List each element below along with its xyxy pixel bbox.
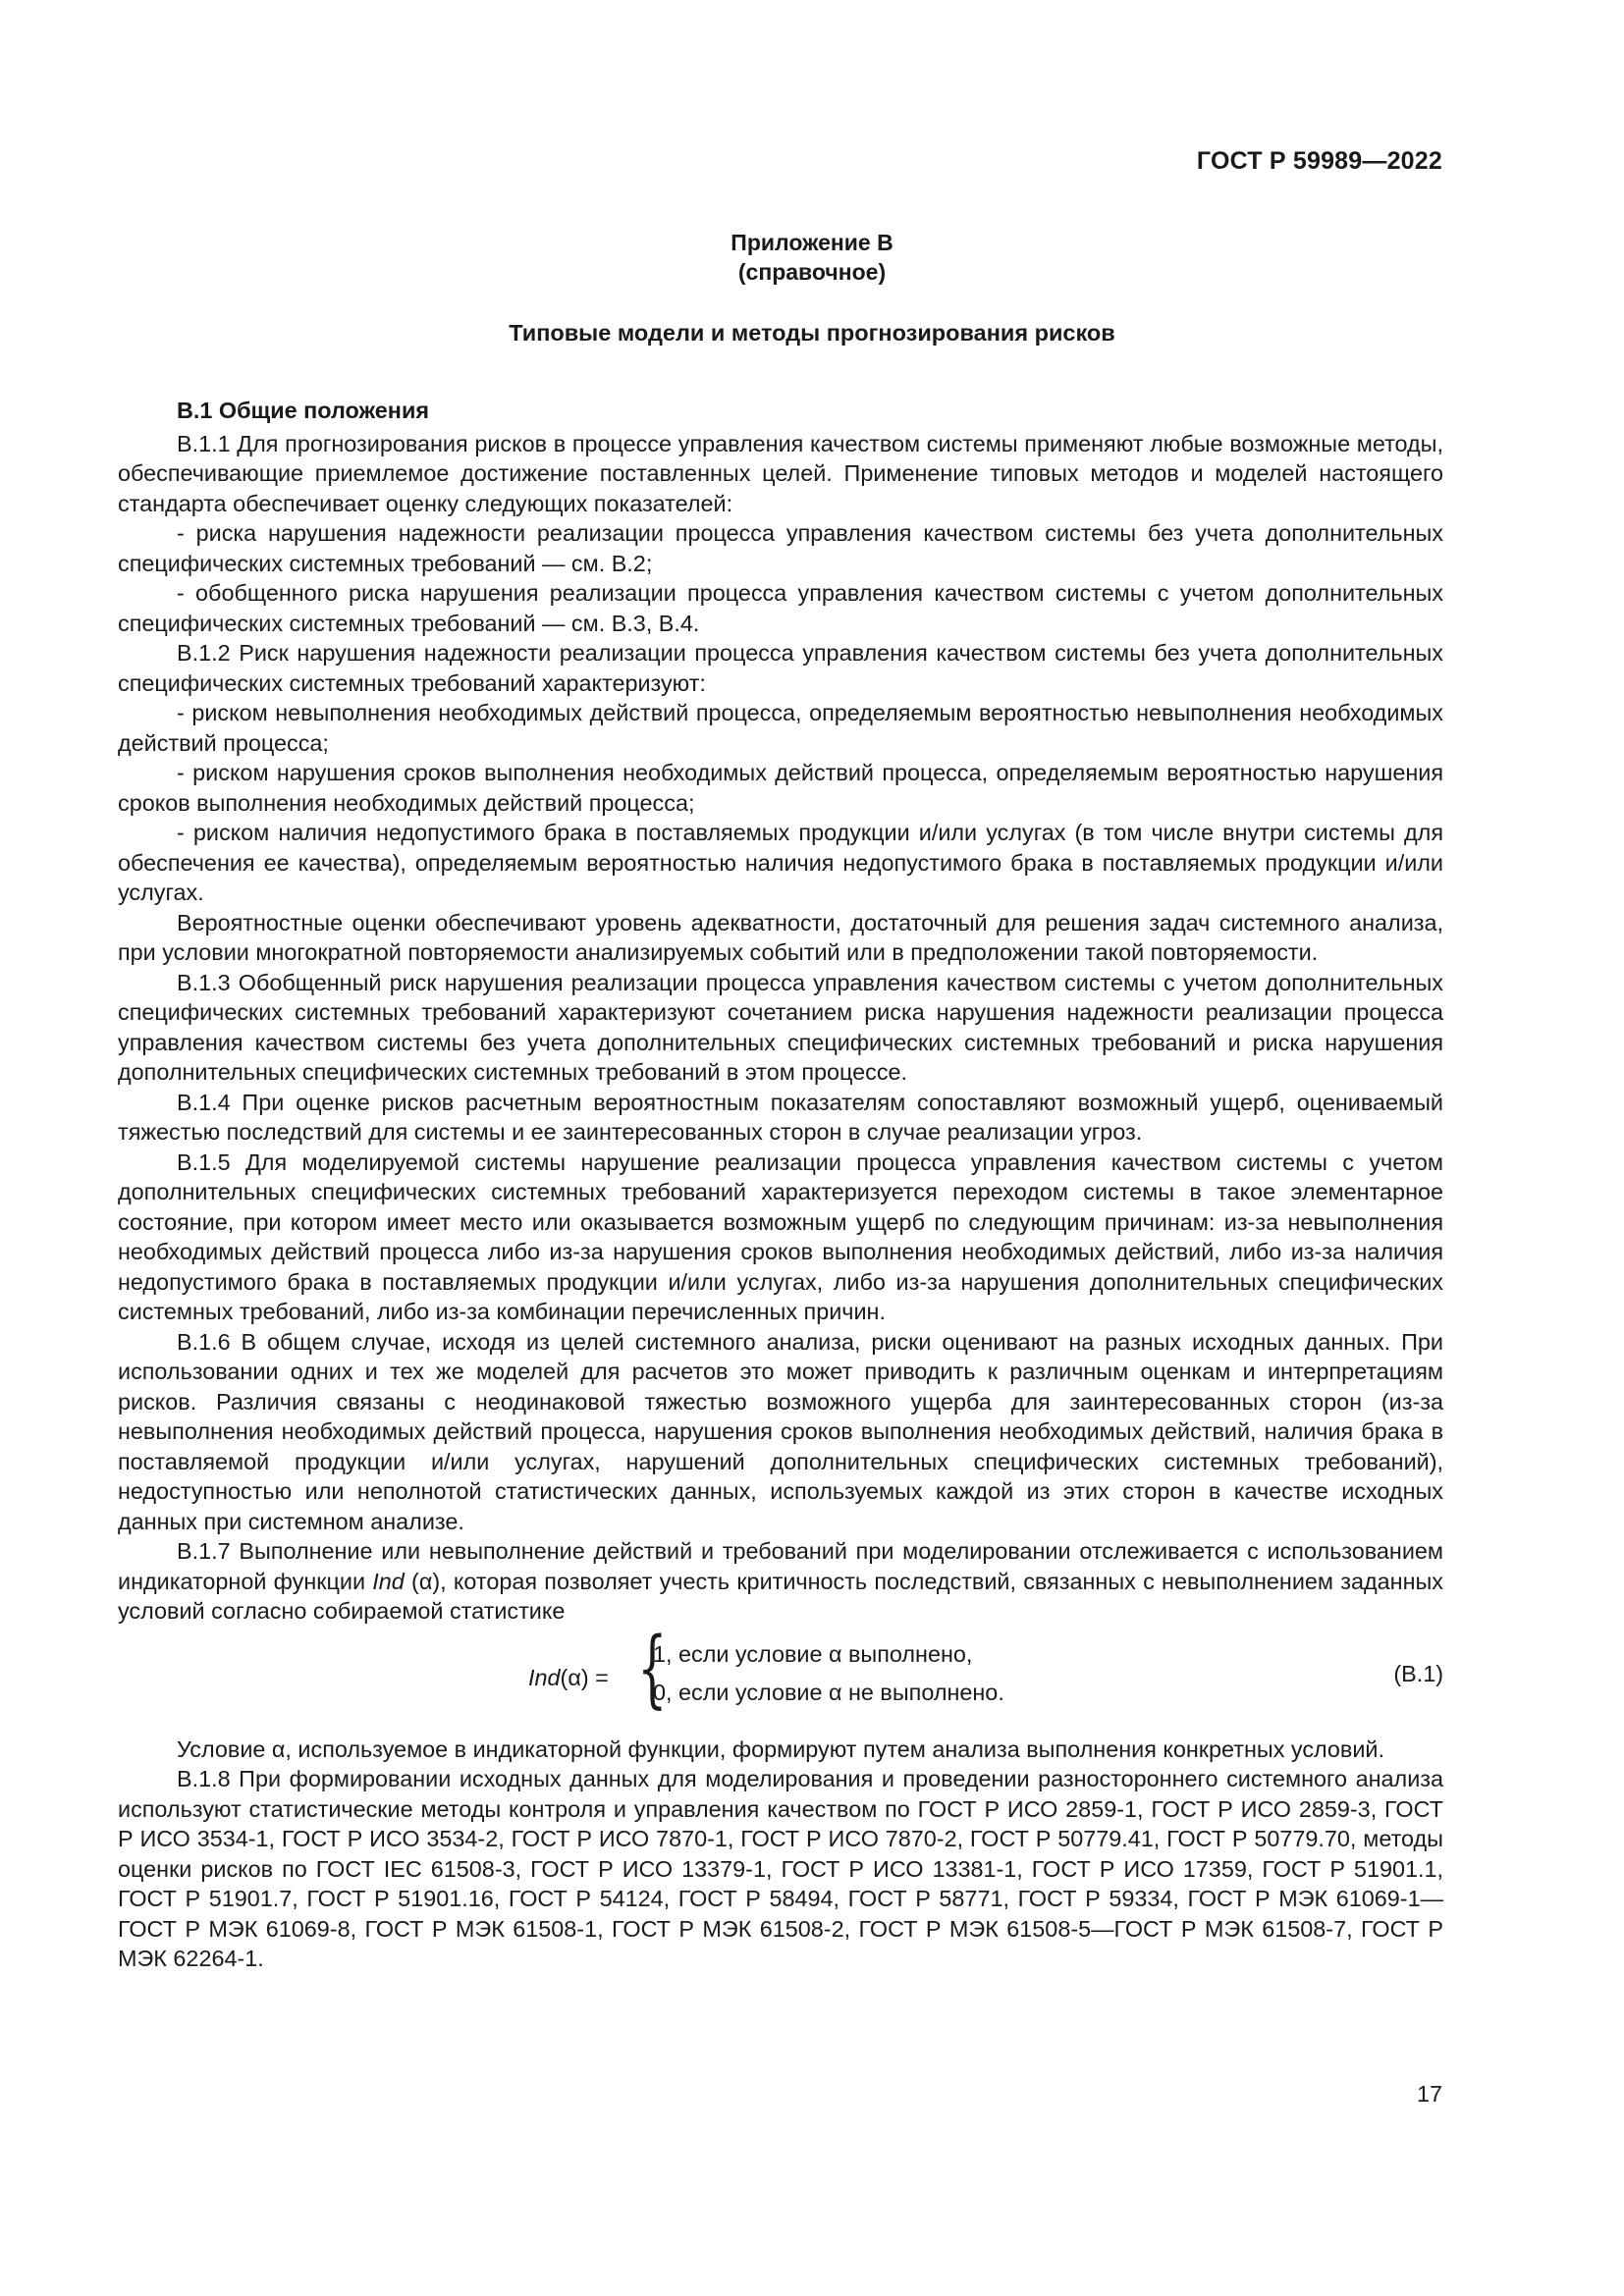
document-body [118,396,1443,1974]
annex-label: Приложение В [731,230,893,255]
text-run: , которая позволяет учесть критичность последствий, связанных с невыполнением заданных условий согласно собираемой статистике [118,1568,1443,1624]
annex-heading [0,228,1624,287]
page-number: 17 [1416,2081,1442,2107]
section-heading: В.1 Общие положения [177,398,429,423]
text-run: В.1.7 Выполнение или невыполнение действий и требований при моделировании отслеживается с использованием индикаторной функции [118,1538,1443,1594]
paragraph: В.1.4 При оценке рисков расчетным вероятностным показателям сопоставляют возможный ущерб, оцениваемый тяжестью последствий для системы и ее заинтересованных сторон в случае реализации угроз. [118,1089,1443,1145]
formula-case-2: 0, если условие α не выполнено. [653,1679,1004,1705]
paragraph-indicator-function [118,1536,1443,1627]
list-item: - риска нарушения надежности реализации процесса управления качеством системы без учета дополнительных специфических системных требований — см. В.2; [118,520,1443,576]
list-item: - обобщенного риска нарушения реализации процесса управления качеством системы с учетом дополнительных специфических системных требований — см. В.3, В.4. [118,580,1443,636]
formula-case-1: 1, если условие α выполнено, [653,1640,973,1667]
paragraph: В.1.5 Для моделируемой системы нарушение реализации процесса управления качеством системы с учетом дополнительных специфических системных требований характеризуется переходом системы в такое элементарное состояние, при котором имеет место или оказывается возможным ущерб по следующим причинам: из-за невыполнения необходимых действий процесса либо из-за нарушения сроков выполнения необходимых действий, либо из-за наличия недопустимого брака в поставляемых продукции и/или услугах, либо из-за нарушения дополнительных специфических системных требований, либо из-за комбинации перечисленных причин. [118,1148,1443,1324]
annex-type: (справочное) [737,259,887,285]
list-item: - риском наличия недопустимого брака в поставляемых продукции и/или услугах (в том числе внутри системы для обеспечения ее качества), определяемым вероятностью наличия недопустимого брака в поставляемых продукции и/или услугах. [118,820,1443,905]
paragraph: Вероятностные оценки обеспечивают уровень адекватности, достаточный для решения задач системного анализа, при условии многократной повторяемости анализируемых событий или в предположении такой повторяемости. [118,909,1443,965]
standard-designation: ГОСТ Р 59989—2022 [1196,147,1442,175]
paragraph: В.1.8 При формировании исходных данных для моделирования и проведении разностороннего системного анализа используют статистические методы контроля и управления качеством по ГОСТ Р ИСО 2859-1, ГОСТ Р ИСО 2859-3, ГОСТ Р ИСО 3534-1, ГОСТ Р ИСО 3534-2, ГОСТ Р ИСО 7870-1, ГОСТ Р ИСО 7870-2, ГОСТ Р 50779.41, ГОСТ Р 50779.70, методы оценки рисков по ГОСТ IEC 61508-3, ГОСТ Р ИСО 13379-1, ГОСТ Р ИСО 13381-1, ГОСТ Р ИСО 17359, ГОСТ Р 51901.1, ГОСТ Р 51901.7, ГОСТ Р 51901.16, ГОСТ Р 54124, ГОСТ Р 58494, ГОСТ Р 58771, ГОСТ Р 59334, ГОСТ Р МЭК 61069-1—ГОСТ Р МЭК 61069-8, ГОСТ Р МЭК 61508-1, ГОСТ Р МЭК 61508-2, ГОСТ Р МЭК 61508-5—ГОСТ Р МЭК 61508-7, ГОСТ Р МЭК 62264-1. [118,1766,1443,1971]
formula-brace: { [637,1619,668,1718]
list-item: - риском невыполнения необходимых действий процесса, определяемым вероятностью невыполнения необходимых действий процесса; [118,700,1443,756]
function-name: Ind [372,1568,405,1594]
formula-number: (В.1) [1393,1660,1443,1686]
paragraph: Условие α, используемое в индикаторной функции, формируют путем анализа выполнения конкретных условий. [177,1735,1384,1762]
paragraph: В.1.6 В общем случае, исходя из целей системного анализа, риски оценивают на разных исходных данных. При использовании одних и тех же моделей для расчетов это может приводить к различным оценкам и интерпретациям рисков. Различия связаны с неодинаковой тяжестью возможного ущерба для заинтересованных сторон (из-за невыполнения необходимых действий процесса, нарушения сроков выполнения необходимых действий, наличия брака в поставляемой продукции и/или услугах, нарушений дополнительных специфических системных требований), недоступностью или неполнотой статистических данных, используемых каждой из этих сторон в качестве исходных данных при системном анализе. [118,1328,1443,1534]
paragraph: В.1.3 Обобщенный риск нарушения реализации процесса управления качеством системы с учетом дополнительных специфических системных требований характеризуют сочетанием риска нарушения надежности реализации процесса управления качеством системы без учета дополнительных специфических системных требований и риска нарушения дополнительных специфических системных требований в этом процессе. [118,969,1443,1085]
annex-title: Типовые модели и методы прогнозирования рисков [509,320,1115,346]
list-item: - риском нарушения сроков выполнения необходимых действий процесса, определяемым вероятностью нарушения сроков выполнения необходимых действий процесса; [118,760,1443,816]
paragraph: В.1.1 Для прогнозирования рисков в процессе управления качеством системы применяют любые возможные методы, обеспечивающие приемлемое достижение поставленных целей. Применение типовых методов и моделей настоящего стандарта обеспечивает оценку следующих показателей: [118,430,1443,516]
formula-b1 [118,1619,1443,1727]
formula-function-name: Ind [528,1664,561,1690]
paragraph: В.1.2 Риск нарушения надежности реализации процесса управления качеством системы без учета дополнительных специфических системных требований характеризуют: [118,640,1443,696]
function-argument: (α) [404,1568,441,1594]
formula-lhs [528,1663,609,1693]
formula-lhs-rest: (α) = [560,1664,609,1690]
